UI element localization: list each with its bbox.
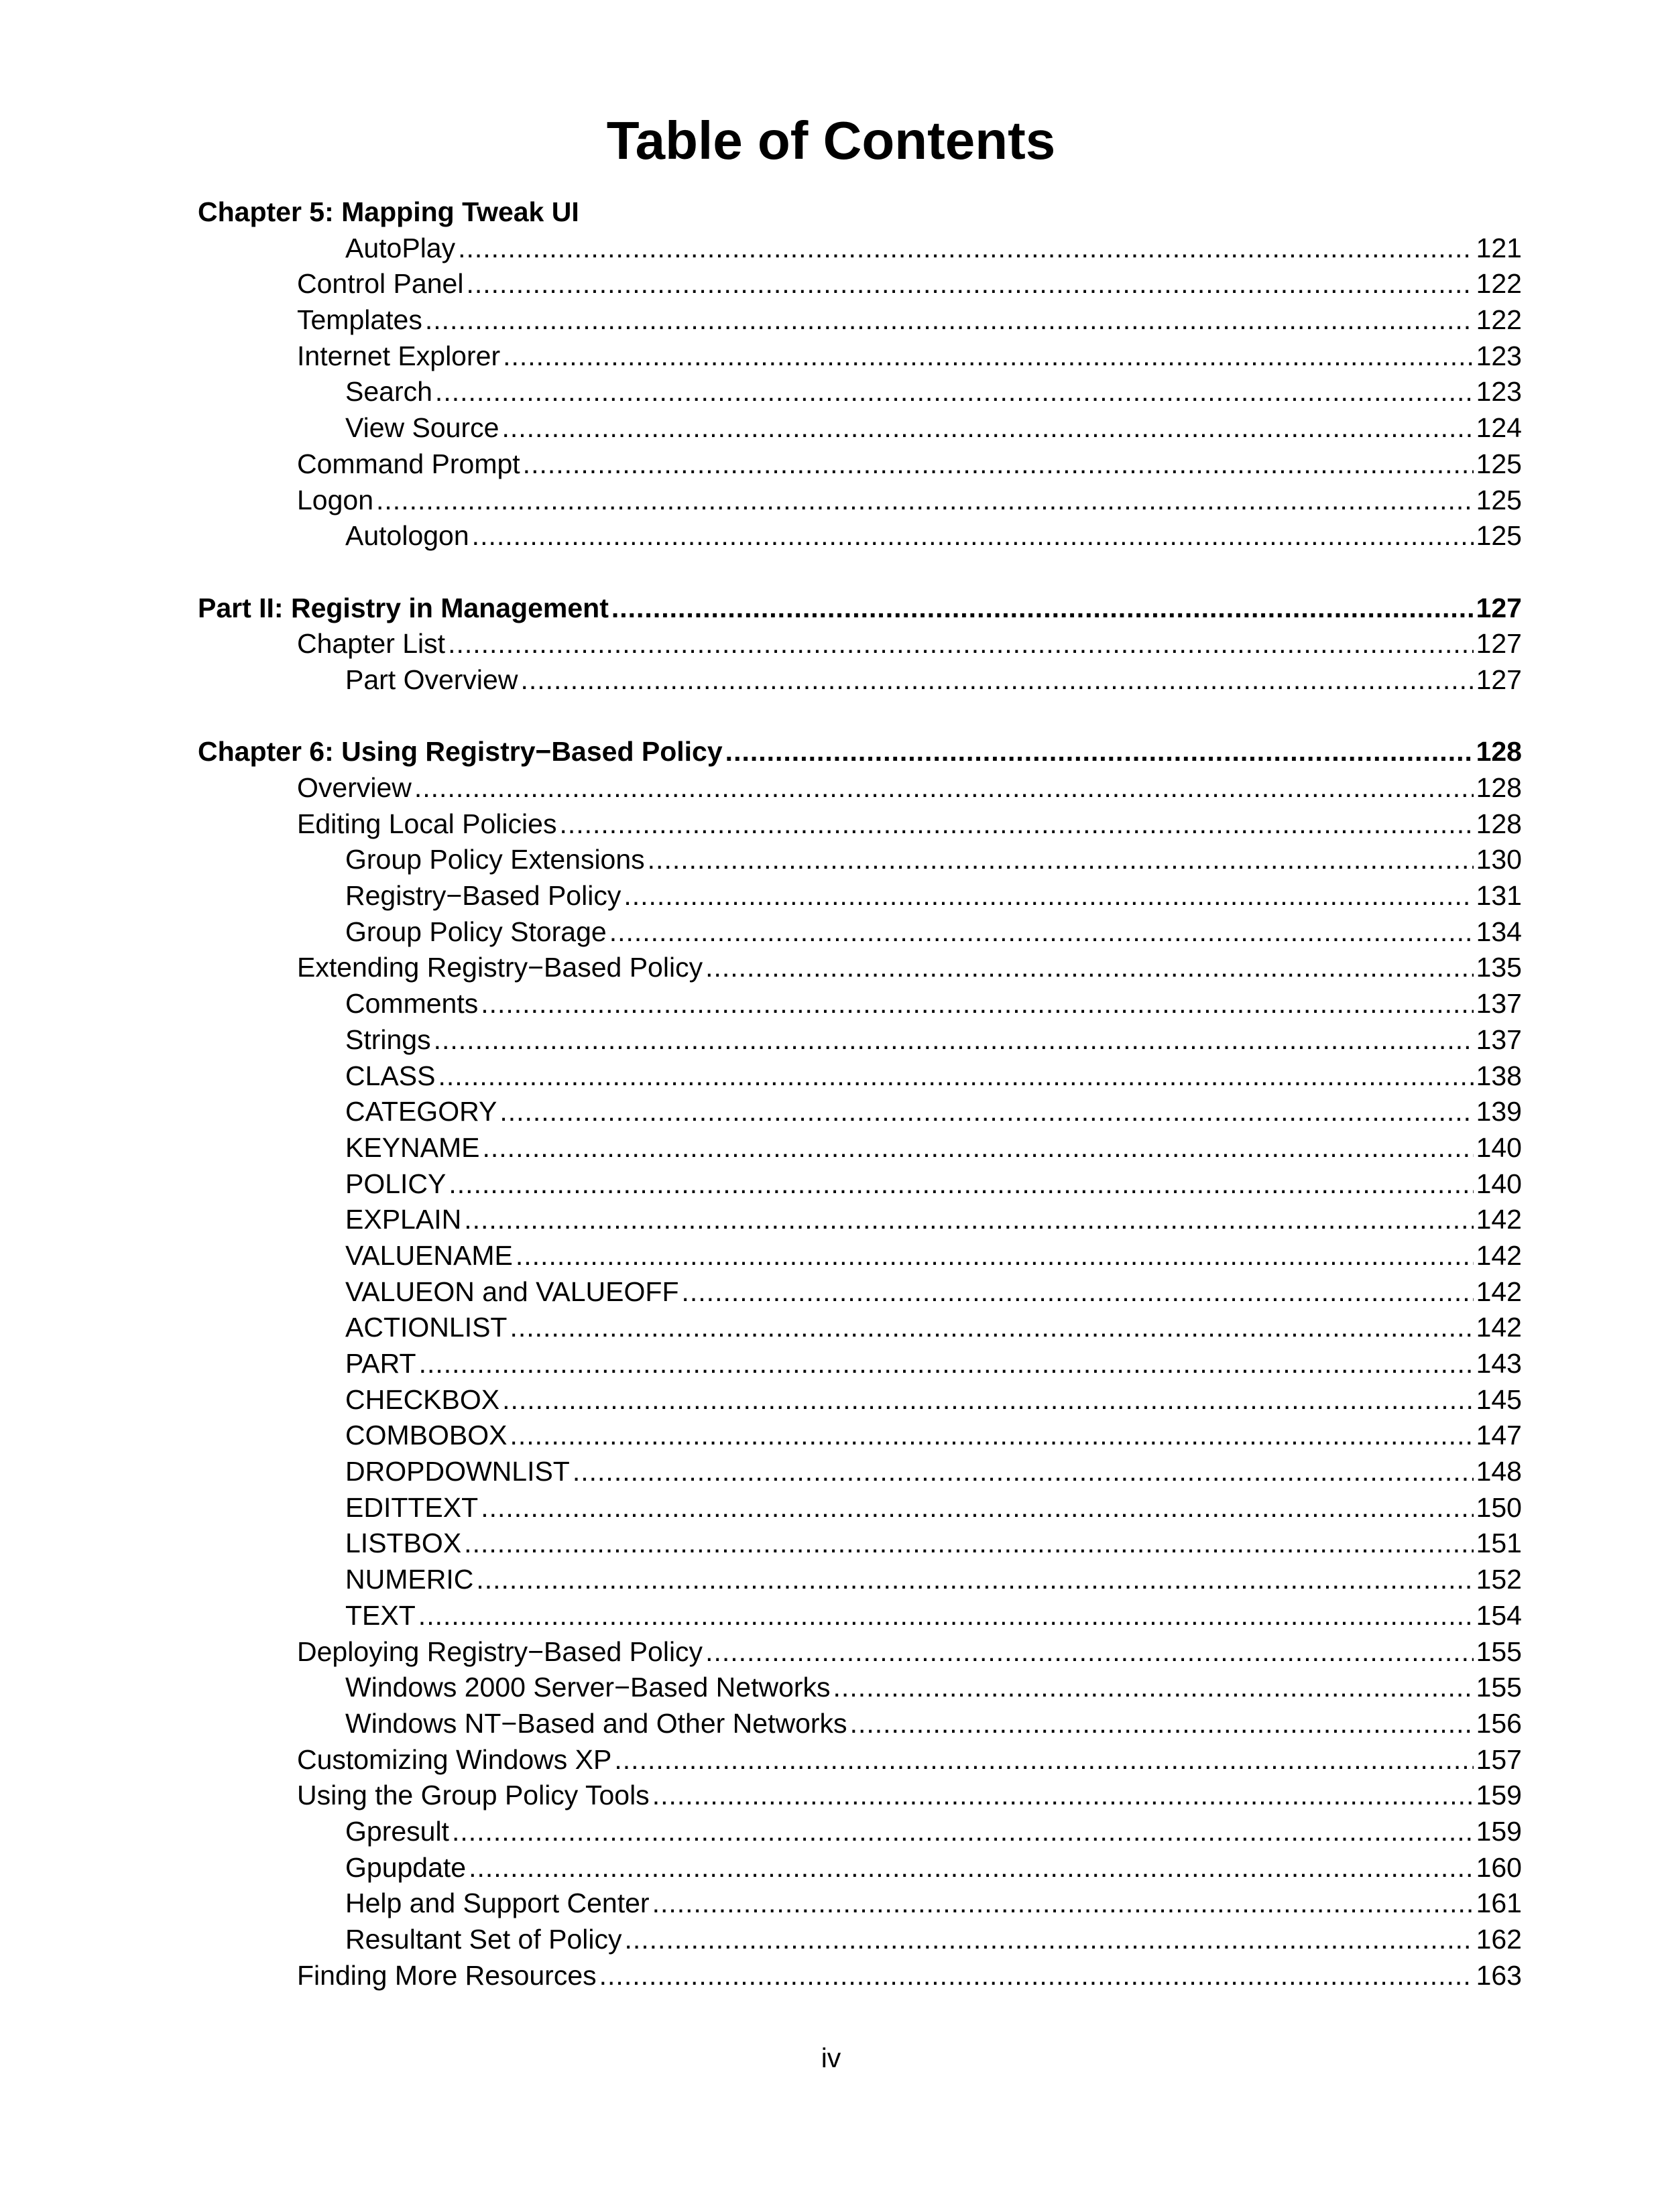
toc-entry-page: 145 xyxy=(1476,1384,1522,1415)
toc-entry-page: 123 xyxy=(1476,340,1522,371)
toc-entry-label: Customizing Windows XP xyxy=(297,1743,612,1775)
dot-leader xyxy=(573,1454,1474,1490)
toc-entry-label: Resultant Set of Policy xyxy=(345,1924,622,1955)
toc-entry[interactable] xyxy=(198,1382,1522,1418)
toc-entry-label: TEXT xyxy=(345,1599,416,1631)
page-number: iv xyxy=(821,2042,841,2073)
toc-entry[interactable] xyxy=(198,1634,1522,1670)
toc-entry-page: 125 xyxy=(1476,520,1522,552)
dot-leader xyxy=(652,1778,1474,1814)
toc-entry-label: CLASS xyxy=(345,1060,436,1091)
toc-entry-label: VALUENAME xyxy=(345,1239,513,1271)
toc-entry-label: Autologon xyxy=(345,520,469,552)
toc-entry-page: 142 xyxy=(1476,1312,1522,1343)
toc-spacer xyxy=(198,698,1522,735)
toc-entry-page: 128 xyxy=(1476,808,1522,839)
toc-entry-label: Overview xyxy=(297,772,412,803)
toc-entry-page: 156 xyxy=(1476,1707,1522,1739)
dot-leader xyxy=(464,1526,1473,1562)
toc-entry[interactable] xyxy=(198,878,1522,914)
toc-entry[interactable] xyxy=(198,1562,1522,1598)
toc-entry[interactable] xyxy=(198,950,1522,986)
toc-entry-page: 147 xyxy=(1476,1420,1522,1451)
dot-leader xyxy=(435,374,1474,410)
toc-entry-page: 139 xyxy=(1476,1096,1522,1127)
toc-entry-label: Chapter List xyxy=(297,628,446,660)
toc-entry-page: 140 xyxy=(1476,1168,1522,1199)
dot-leader xyxy=(449,1166,1473,1203)
dot-leader xyxy=(624,1922,1473,1958)
dot-leader xyxy=(434,1022,1474,1058)
dot-leader xyxy=(469,1850,1473,1886)
toc-entry[interactable] xyxy=(198,770,1522,806)
toc-entry[interactable] xyxy=(198,1886,1522,1922)
toc-entry-page: 124 xyxy=(1476,412,1522,444)
toc-entry[interactable] xyxy=(198,1850,1522,1886)
toc-entry-label: EXPLAIN xyxy=(345,1204,462,1235)
toc-entry-page: 142 xyxy=(1476,1239,1522,1271)
toc-entry-label: LISTBOX xyxy=(345,1528,462,1559)
toc-entry[interactable] xyxy=(198,446,1522,483)
toc-entry-label: Part Overview xyxy=(345,664,518,695)
toc-entry[interactable] xyxy=(198,483,1522,519)
toc-entry[interactable] xyxy=(198,1922,1522,1958)
toc-entry[interactable] xyxy=(198,1094,1522,1130)
toc-entry-label: Registry−Based Policy xyxy=(345,880,621,912)
toc-entry-page: 160 xyxy=(1476,1851,1522,1883)
toc-entry-label: Using the Group Policy Tools xyxy=(297,1780,650,1811)
toc-entry-label: Windows 2000 Server−Based Networks xyxy=(345,1672,831,1703)
toc-entry-label: Deploying Registry−Based Policy xyxy=(297,1636,703,1667)
toc-entry-label: Chapter 5: Mapping Tweak UI xyxy=(198,196,579,227)
toc-entry-label: Extending Registry−Based Policy xyxy=(297,952,703,983)
toc-entry[interactable] xyxy=(198,1130,1522,1166)
toc-entry-label: Group Policy Storage xyxy=(345,916,607,947)
toc-entry-page: 151 xyxy=(1476,1528,1522,1559)
toc-entry-page: 128 xyxy=(1476,772,1522,803)
toc-entry[interactable] xyxy=(198,1022,1522,1058)
toc-entry[interactable] xyxy=(198,1706,1522,1742)
dot-leader xyxy=(476,1562,1473,1598)
table-of-contents xyxy=(198,194,1522,1993)
toc-entry-page: 125 xyxy=(1476,484,1522,515)
dot-leader xyxy=(652,1886,1474,1922)
toc-entry-label: Internet Explorer xyxy=(297,340,501,371)
toc-entry-page: 143 xyxy=(1476,1348,1522,1379)
dot-leader xyxy=(725,734,1474,770)
toc-entry-page: 154 xyxy=(1476,1599,1522,1631)
toc-entry-label: Templates xyxy=(297,304,422,336)
dot-leader xyxy=(501,410,1473,446)
toc-entry-label: Logon xyxy=(297,484,374,515)
toc-heading[interactable] xyxy=(198,734,1522,770)
toc-entry[interactable] xyxy=(198,1490,1522,1526)
toc-entry-page: 155 xyxy=(1476,1636,1522,1667)
dot-leader xyxy=(502,1382,1473,1418)
dot-leader xyxy=(481,1490,1473,1526)
toc-entry-page: 150 xyxy=(1476,1491,1522,1523)
toc-entry[interactable] xyxy=(198,1454,1522,1490)
toc-entry[interactable] xyxy=(198,1814,1522,1850)
toc-entry-page: 157 xyxy=(1476,1743,1522,1775)
toc-entry-label: Comments xyxy=(345,988,479,1020)
toc-entry-page: 122 xyxy=(1476,268,1522,300)
toc-entry-page: 159 xyxy=(1476,1815,1522,1847)
dot-leader xyxy=(523,446,1474,483)
toc-entry-label: AutoPlay xyxy=(345,232,456,263)
toc-entry-label: Strings xyxy=(345,1024,431,1055)
dot-leader xyxy=(458,231,1473,267)
toc-heading[interactable] xyxy=(198,591,1522,627)
toc-entry-page: 137 xyxy=(1476,988,1522,1020)
toc-entry-label: CATEGORY xyxy=(345,1096,497,1127)
dot-leader xyxy=(448,626,1474,662)
toc-entry-label: Help and Support Center xyxy=(345,1888,650,1919)
toc-entry[interactable] xyxy=(198,374,1522,410)
toc-entry[interactable] xyxy=(198,806,1522,843)
toc-entry-page: 159 xyxy=(1476,1780,1522,1811)
toc-entry-label: View Source xyxy=(345,412,499,444)
dot-leader xyxy=(438,1058,1473,1095)
dot-leader xyxy=(510,1310,1473,1346)
toc-entry[interactable] xyxy=(198,662,1522,698)
toc-entry[interactable] xyxy=(198,339,1522,375)
toc-entry[interactable] xyxy=(198,1202,1522,1238)
toc-entry-label: Group Policy Extensions xyxy=(345,844,645,875)
toc-entry[interactable] xyxy=(198,914,1522,950)
dot-leader xyxy=(614,1742,1473,1778)
toc-spacer xyxy=(198,554,1522,591)
toc-entry[interactable] xyxy=(198,1526,1522,1562)
page-title: Table of Contents xyxy=(606,111,1056,170)
dot-leader xyxy=(609,914,1474,950)
toc-entry-page: 135 xyxy=(1476,952,1522,983)
toc-entry[interactable] xyxy=(198,1598,1522,1634)
toc-entry-label: DROPDOWNLIST xyxy=(345,1456,570,1487)
toc-entry[interactable] xyxy=(198,986,1522,1022)
toc-entry-label: COMBOBOX xyxy=(345,1420,508,1451)
toc-entry-page: 152 xyxy=(1476,1564,1522,1595)
dot-leader xyxy=(510,1418,1473,1454)
dot-leader xyxy=(850,1706,1474,1742)
dot-leader xyxy=(705,950,1474,986)
dot-leader xyxy=(599,1958,1474,1994)
toc-entry[interactable] xyxy=(198,842,1522,878)
toc-entry[interactable] xyxy=(198,1310,1522,1346)
toc-entry[interactable] xyxy=(198,1742,1522,1778)
dot-leader xyxy=(499,1094,1473,1130)
toc-entry-label: KEYNAME xyxy=(345,1131,480,1163)
toc-entry-page: 140 xyxy=(1476,1131,1522,1163)
toc-entry[interactable] xyxy=(198,1778,1522,1814)
toc-entry-page: 137 xyxy=(1476,1024,1522,1055)
toc-entry-label: NUMERIC xyxy=(345,1564,474,1595)
toc-entry-label: Gpresult xyxy=(345,1815,449,1847)
dot-leader xyxy=(452,1814,1474,1850)
toc-entry[interactable] xyxy=(198,1166,1522,1203)
dot-leader xyxy=(472,518,1474,554)
toc-entry-page: 131 xyxy=(1476,880,1522,912)
toc-entry-page: 127 xyxy=(1476,664,1522,695)
dot-leader xyxy=(418,1598,1474,1634)
toc-entry-label: PART xyxy=(345,1348,416,1379)
dot-leader xyxy=(414,770,1474,806)
toc-entry[interactable] xyxy=(198,1670,1522,1706)
toc-entry[interactable] xyxy=(198,1418,1522,1454)
toc-entry-page: 121 xyxy=(1476,232,1522,263)
dot-leader xyxy=(682,1274,1474,1310)
toc-entry-page: 127 xyxy=(1476,592,1522,623)
toc-entry-page: 128 xyxy=(1476,736,1522,767)
toc-entry[interactable] xyxy=(198,518,1522,554)
toc-entry-page: 163 xyxy=(1476,1959,1522,1991)
toc-entry-page: 155 xyxy=(1476,1672,1522,1703)
toc-entry-label: Finding More Resources xyxy=(297,1959,597,1991)
toc-entry-page: 161 xyxy=(1476,1888,1522,1919)
toc-entry-page: 142 xyxy=(1476,1276,1522,1307)
toc-entry-page: 122 xyxy=(1476,304,1522,336)
dot-leader xyxy=(705,1634,1474,1670)
dot-leader xyxy=(466,266,1473,302)
toc-entry-page: 142 xyxy=(1476,1204,1522,1235)
dot-leader xyxy=(481,986,1473,1022)
toc-entry-page: 127 xyxy=(1476,628,1522,660)
toc-entry-label: Chapter 6: Using Registry−Based Policy xyxy=(198,736,723,767)
toc-entry-label: Part II: Registry in Management xyxy=(198,592,609,623)
toc-heading[interactable] xyxy=(198,194,1522,231)
toc-entry-label: Gpupdate xyxy=(345,1851,467,1883)
dot-leader xyxy=(520,662,1473,698)
toc-entry-label: CHECKBOX xyxy=(345,1384,500,1415)
toc-entry-page: 138 xyxy=(1476,1060,1522,1091)
dot-leader xyxy=(648,842,1474,878)
toc-entry[interactable] xyxy=(198,302,1522,339)
toc-entry-label: Control Panel xyxy=(297,268,464,300)
toc-entry[interactable] xyxy=(198,266,1522,302)
toc-entry[interactable] xyxy=(198,1346,1522,1382)
toc-entry[interactable] xyxy=(198,1274,1522,1310)
toc-entry-page: 123 xyxy=(1476,376,1522,408)
dot-leader xyxy=(464,1202,1473,1238)
toc-entry-page: 134 xyxy=(1476,916,1522,947)
toc-entry[interactable] xyxy=(198,1238,1522,1274)
toc-entry[interactable] xyxy=(198,1958,1522,1994)
toc-entry-label: Search xyxy=(345,376,432,408)
toc-entry-page: 125 xyxy=(1476,448,1522,479)
dot-leader xyxy=(419,1346,1474,1382)
toc-entry[interactable] xyxy=(198,231,1522,267)
toc-entry-label: EDITTEXT xyxy=(345,1491,479,1523)
dot-leader xyxy=(611,591,1474,627)
toc-entry-page: 148 xyxy=(1476,1456,1522,1487)
toc-entry-page: 130 xyxy=(1476,844,1522,875)
toc-entry-label: VALUEON and VALUEOFF xyxy=(345,1276,679,1307)
dot-leader xyxy=(516,1238,1474,1274)
dot-leader xyxy=(425,302,1474,339)
dot-leader xyxy=(503,339,1473,375)
toc-entry-label: Editing Local Policies xyxy=(297,808,557,839)
toc-entry[interactable] xyxy=(198,626,1522,662)
dot-leader xyxy=(624,878,1473,914)
toc-entry-label: Command Prompt xyxy=(297,448,520,479)
dot-leader xyxy=(559,806,1473,843)
dot-leader xyxy=(483,1130,1474,1166)
toc-entry-label: POLICY xyxy=(345,1168,447,1199)
toc-entry-page: 162 xyxy=(1476,1924,1522,1955)
toc-entry-label: Windows NT−Based and Other Networks xyxy=(345,1707,847,1739)
dot-leader xyxy=(376,483,1474,519)
toc-entry-label: ACTIONLIST xyxy=(345,1312,508,1343)
dot-leader xyxy=(833,1670,1474,1706)
toc-entry[interactable] xyxy=(198,1058,1522,1095)
toc-entry[interactable] xyxy=(198,410,1522,446)
